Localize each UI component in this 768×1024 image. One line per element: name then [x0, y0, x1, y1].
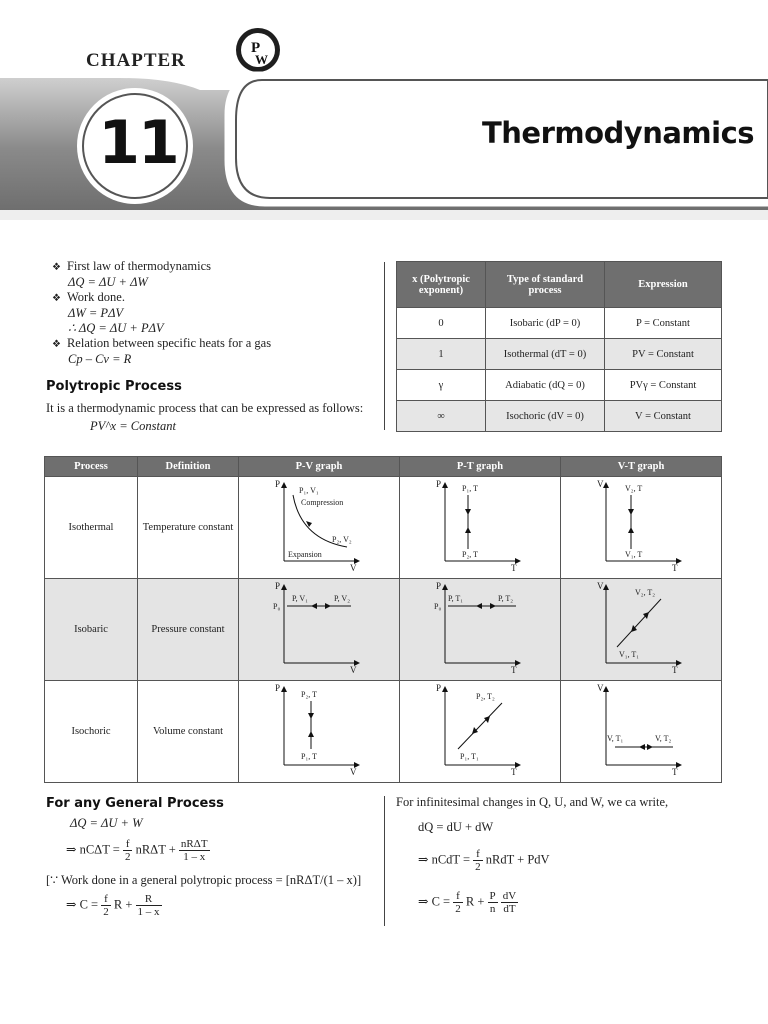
bullet-work-done: ❖ Work done.: [52, 290, 125, 304]
svg-text:P₀: P₀: [273, 602, 281, 611]
svg-text:P: P: [436, 479, 442, 489]
svg-text:P, V₂: P, V₂: [334, 594, 350, 603]
process-definition: Temperature constant: [138, 477, 239, 579]
work-equation: ΔW = PΔV: [68, 306, 124, 320]
process-graph-table: [44, 456, 722, 783]
svg-text:P₁, T: P₁, T: [301, 752, 317, 761]
chapter-label: CHAPTER: [86, 50, 186, 71]
svg-text:P, V₁: P, V₁: [292, 594, 308, 603]
table-row-isochoric: [45, 681, 722, 783]
table-row-isobaric: [45, 579, 722, 681]
isochoric-pt-graph: [400, 681, 561, 783]
svg-text:P₁, T: P₁, T: [462, 484, 478, 493]
infinitesimal-eq1: dQ = dU + dW: [418, 820, 494, 834]
svg-text:P₂, T: P₂, T: [301, 690, 317, 699]
col-definition: Definition: [138, 457, 239, 477]
work-heat-equation: ∴ ΔQ = ΔU + PΔV: [68, 321, 164, 335]
svg-text:T: T: [511, 665, 517, 675]
svg-text:V: V: [597, 683, 604, 693]
col-exponent: x (Polytropic exponent): [397, 262, 486, 308]
infinitesimal-eq3: ⇒ C = $\frac{f}{2}$ R + $\frac{P}{n}$ $\frac{dV}{dT}$: [418, 890, 517, 915]
col-process-type: Type of standard process: [486, 262, 605, 308]
general-eq1: ΔQ = ΔU + W: [70, 816, 143, 830]
general-eq2: ⇒ nCΔT = $\frac{f}{2}$ nRΔT + $\frac{\text{nRΔT}}{1 - x}$: [66, 838, 208, 863]
bullet-first-law: ❖ First law of thermodynamics: [52, 259, 212, 273]
svg-text:P: P: [436, 683, 442, 693]
svg-text:P₁, V₁: P₁, V₁: [299, 486, 319, 495]
polytropic-heading: Polytropic Process: [46, 379, 182, 394]
svg-text:T: T: [672, 767, 678, 777]
infinitesimal-eq2: ⇒ nCdT = $\frac{f}{2}$ nRdT + PdV: [418, 848, 550, 873]
col-vt-graph: V-T graph: [561, 457, 722, 477]
chapter-title: Thermodynamics: [482, 116, 755, 150]
table-row: 0 Isobaric (dP = 0) P = Constant: [397, 308, 722, 339]
svg-text:V: V: [597, 479, 604, 489]
pw-logo: [236, 28, 280, 72]
polytropic-text: It is a thermodynamic process that can be expressed as follows:: [46, 401, 364, 415]
process-name: Isothermal: [45, 477, 138, 579]
isothermal-pt-graph: [400, 477, 561, 579]
isothermal-vt-graph: [561, 477, 722, 579]
svg-text:V, T₁: V, T₁: [607, 734, 624, 743]
isochoric-pv-graph: [239, 681, 400, 783]
svg-text:V: V: [350, 665, 357, 675]
general-process-heading: For any General Process: [46, 796, 224, 811]
pw-logo-icon: [236, 28, 280, 72]
mayer-equation: Cp – Cv = R: [68, 352, 132, 366]
isothermal-pv-graph: [239, 477, 400, 579]
svg-text:V: V: [597, 581, 604, 591]
intro-list: [52, 259, 372, 367]
svg-text:P₀: P₀: [434, 602, 442, 611]
svg-text:P₁, T₁: P₁, T₁: [460, 752, 479, 761]
svg-text:P, T₁: P, T₁: [448, 594, 464, 603]
svg-text:T: T: [511, 563, 517, 573]
table-row: 1 Isothermal (dT = 0) PV = Constant: [397, 339, 722, 370]
svg-text:P₂, T₂: P₂, T₂: [476, 692, 495, 701]
col-process: Process: [45, 457, 138, 477]
isobaric-vt-graph: [561, 579, 722, 681]
svg-text:P: P: [275, 683, 281, 693]
svg-text:V₂, T: V₂, T: [625, 484, 643, 493]
general-note: [∵ Work done in a general polytropic process = [nRΔT/(1 – x)]: [46, 873, 362, 887]
svg-text:P: P: [436, 581, 442, 591]
infinitesimal-text: For infinitesimal changes in Q, U, and W, we ca write,: [396, 795, 669, 809]
isobaric-pv-graph: [239, 579, 400, 681]
svg-text:P: P: [275, 479, 281, 489]
bullet-specific-heats: ❖ Relation between specific heats for a gas: [52, 336, 272, 350]
svg-text:P: P: [251, 40, 261, 56]
svg-text:Expansion: Expansion: [288, 550, 322, 559]
general-eq3: ⇒ C = $\frac{f}{2}$ R + $\frac{R}{1 - x}$: [66, 893, 160, 918]
table-row: ∞ Isochoric (dV = 0) V = Constant: [397, 401, 722, 432]
table-row-isothermal: [45, 477, 722, 579]
svg-text:P₂, T: P₂, T: [462, 550, 478, 559]
svg-text:V, T₂: V, T₂: [655, 734, 672, 743]
first-law-equation: ΔQ = ΔU + ΔW: [68, 275, 148, 289]
svg-text:W: W: [255, 52, 268, 67]
svg-text:V: V: [350, 563, 357, 573]
svg-text:T: T: [511, 767, 517, 777]
process-name: Isochoric: [45, 681, 138, 783]
svg-text:V₁, T₁: V₁, T₁: [619, 650, 640, 659]
col-expression: Expression: [605, 262, 722, 308]
polytropic-equation: PV^x = Constant: [90, 419, 176, 433]
process-definition: Pressure constant: [138, 579, 239, 681]
table-row: γ Adiabatic (dQ = 0) PVγ = Constant: [397, 370, 722, 401]
col-pv-graph: P-V graph: [239, 457, 400, 477]
polytropic-table: [396, 261, 722, 432]
isochoric-vt-graph: [561, 681, 722, 783]
isobaric-pt-graph: [400, 579, 561, 681]
col-pt-graph: P-T graph: [400, 457, 561, 477]
svg-text:Compression: Compression: [301, 498, 344, 507]
svg-text:P₂, V₂: P₂, V₂: [332, 535, 352, 544]
chapter-number: 11: [98, 108, 178, 178]
svg-text:T: T: [672, 665, 678, 675]
svg-text:P, T₂: P, T₂: [498, 594, 514, 603]
svg-text:T: T: [672, 563, 678, 573]
svg-text:V₁, T: V₁, T: [625, 550, 643, 559]
process-name: Isobaric: [45, 579, 138, 681]
bottom-divider: [384, 796, 385, 926]
column-divider: [384, 262, 385, 430]
svg-text:V: V: [350, 767, 357, 777]
svg-text:V₂, T₂: V₂, T₂: [635, 588, 656, 597]
svg-text:P: P: [275, 581, 281, 591]
process-definition: Volume constant: [138, 681, 239, 783]
